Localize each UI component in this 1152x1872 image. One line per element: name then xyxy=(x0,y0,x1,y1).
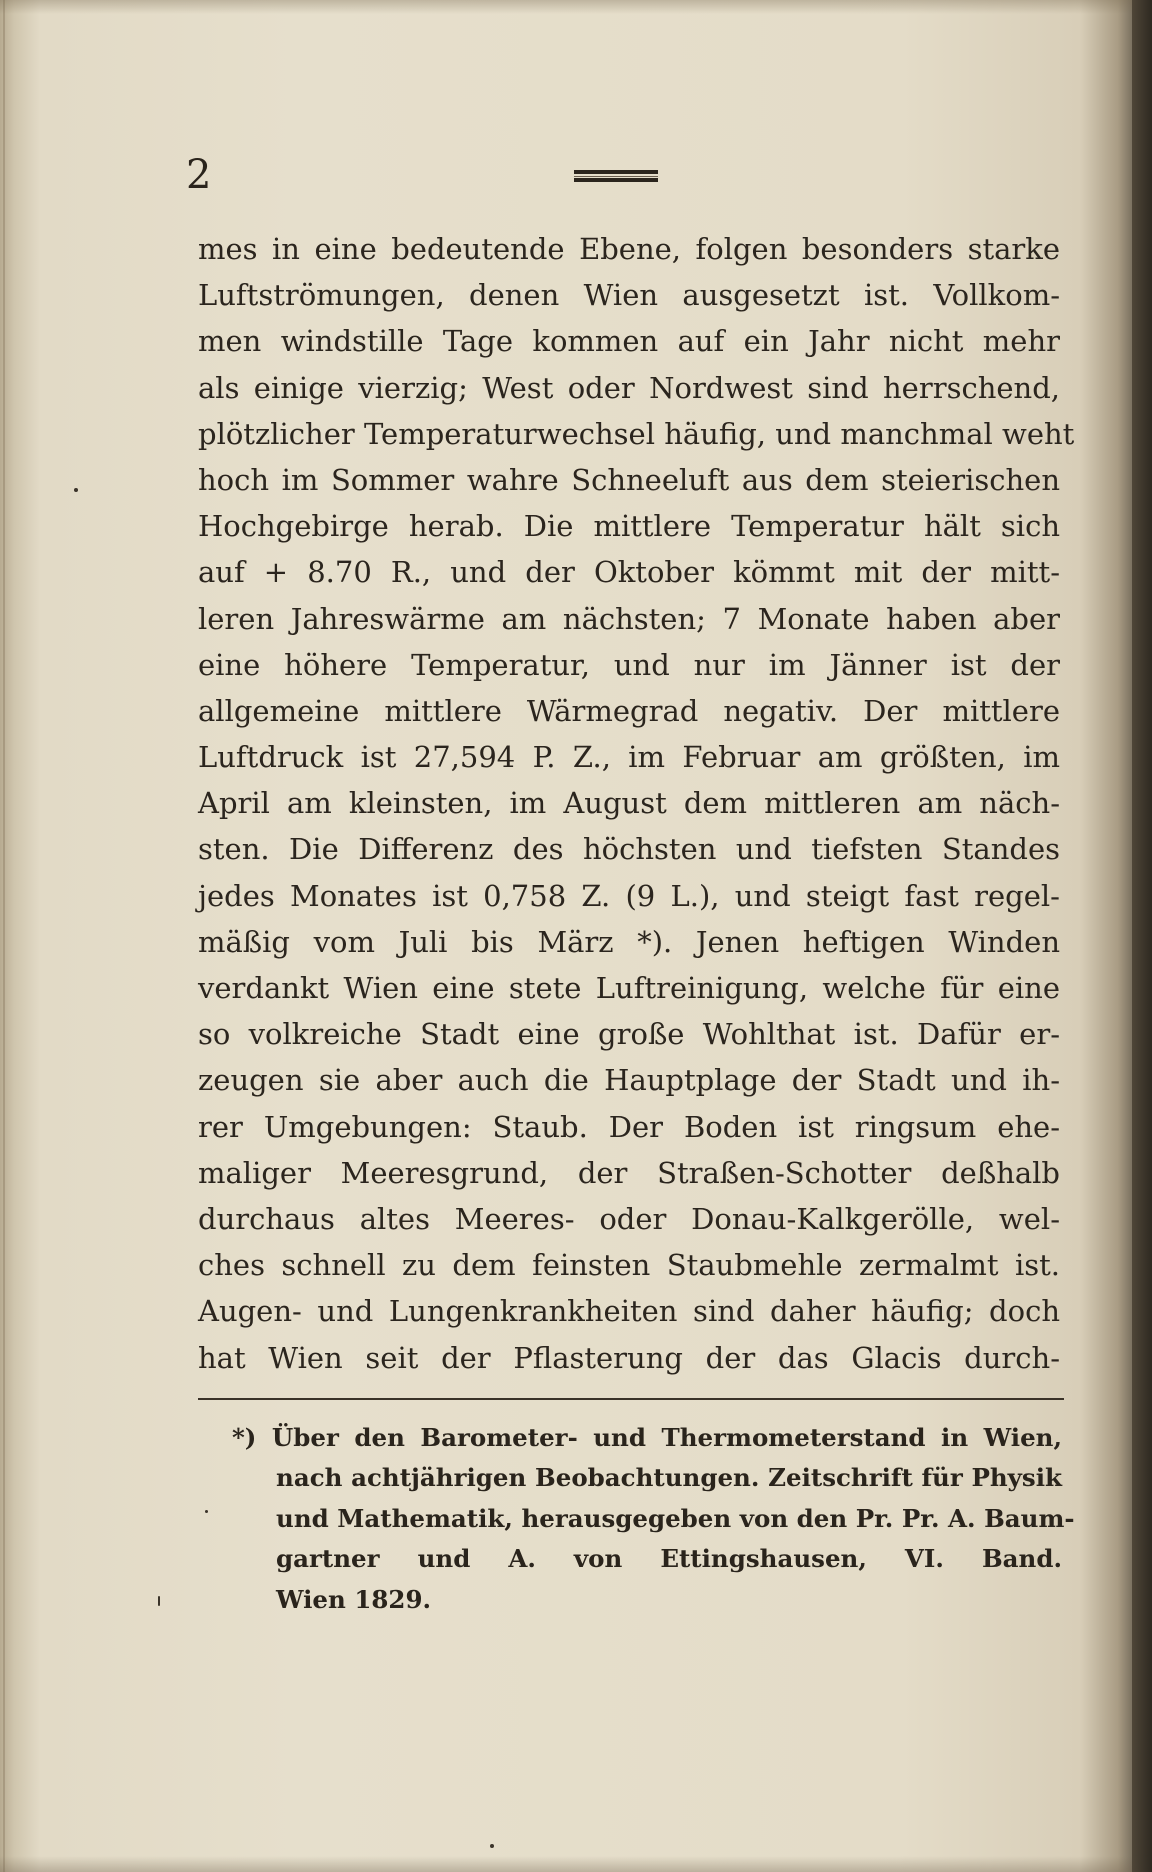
text-line: auf + 8.70 R., und der Oktober kömmt mit der mitt- xyxy=(198,555,1060,590)
paper-speck xyxy=(74,488,78,492)
text-line: Luftdruck ist 27,594 P. Z., im Februar am größten, im xyxy=(198,740,1060,775)
book-binding-edge xyxy=(1132,0,1152,1872)
page-left-edge xyxy=(3,0,5,1872)
text-line: April am kleinsten, im August dem mittleren am näch- xyxy=(198,786,1060,821)
paper-speck xyxy=(158,1596,160,1606)
text-line: hoch im Sommer wahre Schneeluft aus dem steierischen xyxy=(198,462,1060,497)
text-line: men windstille Tage kommen auf ein Jahr nicht mehr xyxy=(198,324,1060,359)
body-text xyxy=(198,226,1075,1381)
footnote-line: *) Über den Barometer- und Thermometerstand in Wien, xyxy=(232,1423,1062,1452)
footnote-divider xyxy=(198,1398,1064,1400)
paper-speck xyxy=(205,1510,208,1513)
text-line: jedes Monates ist 0,758 Z. (9 L.), und steigt fast regel- xyxy=(198,878,1060,913)
text-line: hat Wien seit der Pflasterung der das Glacis durch- xyxy=(198,1340,1060,1375)
text-line: Augen- und Lungenkrankheiten sind daher häufig; doch xyxy=(198,1294,1060,1329)
text-line: durchaus altes Meeres- oder Donau-Kalkgerölle, wel- xyxy=(198,1201,1060,1236)
text-line: mes in eine bedeutende Ebene, folgen besonders starke xyxy=(198,232,1060,266)
text-line: zeugen sie aber auch die Hauptplage der Stadt und ih- xyxy=(198,1063,1060,1098)
text-line: leren Jahreswärme am nächsten; 7 Monate haben aber xyxy=(198,601,1060,636)
header-ornament-rule xyxy=(574,170,658,182)
text-line: maliger Meeresgrund, der Straßen-Schotter deßhalb xyxy=(198,1155,1060,1190)
text-line: ches schnell zu dem feinsten Staubmehle zermalmt ist. xyxy=(198,1248,1060,1283)
text-line: mäßig vom Juli bis März *). Jenen heftigen Winden xyxy=(198,924,1060,959)
text-line: Luftströmungen, denen Wien ausgesetzt ist. Vollkom- xyxy=(198,278,1060,313)
footnote-line: gartner und A. von Ettingshausen, VI. Band. xyxy=(276,1544,1062,1574)
paper-speck xyxy=(490,1844,494,1848)
text-line: sten. Die Differenz des höchsten und tiefsten Standes xyxy=(198,832,1060,867)
text-line: verdankt Wien eine stete Luftreinigung, welche für eine xyxy=(198,971,1060,1005)
footnote-line: Wien 1829. xyxy=(276,1584,432,1614)
footnote xyxy=(232,1418,1075,1620)
text-line: Hochgebirge herab. Die mittlere Temperatur hält sich xyxy=(198,509,1060,544)
text-line: so volkreiche Stadt eine große Wohlthat ist. Dafür er- xyxy=(198,1017,1060,1052)
page-number: 2 xyxy=(186,152,212,198)
footnote-line: nach achtjährigen Beobachtungen. Zeitschrift für Physik xyxy=(276,1463,1062,1493)
page-top-shadow xyxy=(0,0,1152,14)
text-line: als einige vierzig; West oder Nordwest sind herrschend, xyxy=(198,370,1060,405)
text-line: plötzlicher Temperaturwechsel häufig, und manchmal weht xyxy=(198,416,1075,451)
footnote-line: und Mathematik, herausgegeben von den Pr. Pr. A. Baum- xyxy=(276,1503,1075,1533)
page-bottom-shadow xyxy=(0,1856,1152,1872)
text-line: rer Umgebungen: Staub. Der Boden ist ringsum ehe- xyxy=(198,1109,1060,1144)
text-line: eine höhere Temperatur, und nur im Jänner ist der xyxy=(198,647,1060,682)
text-line: allgemeine mittlere Wärmegrad negativ. Der mittlere xyxy=(198,693,1060,728)
